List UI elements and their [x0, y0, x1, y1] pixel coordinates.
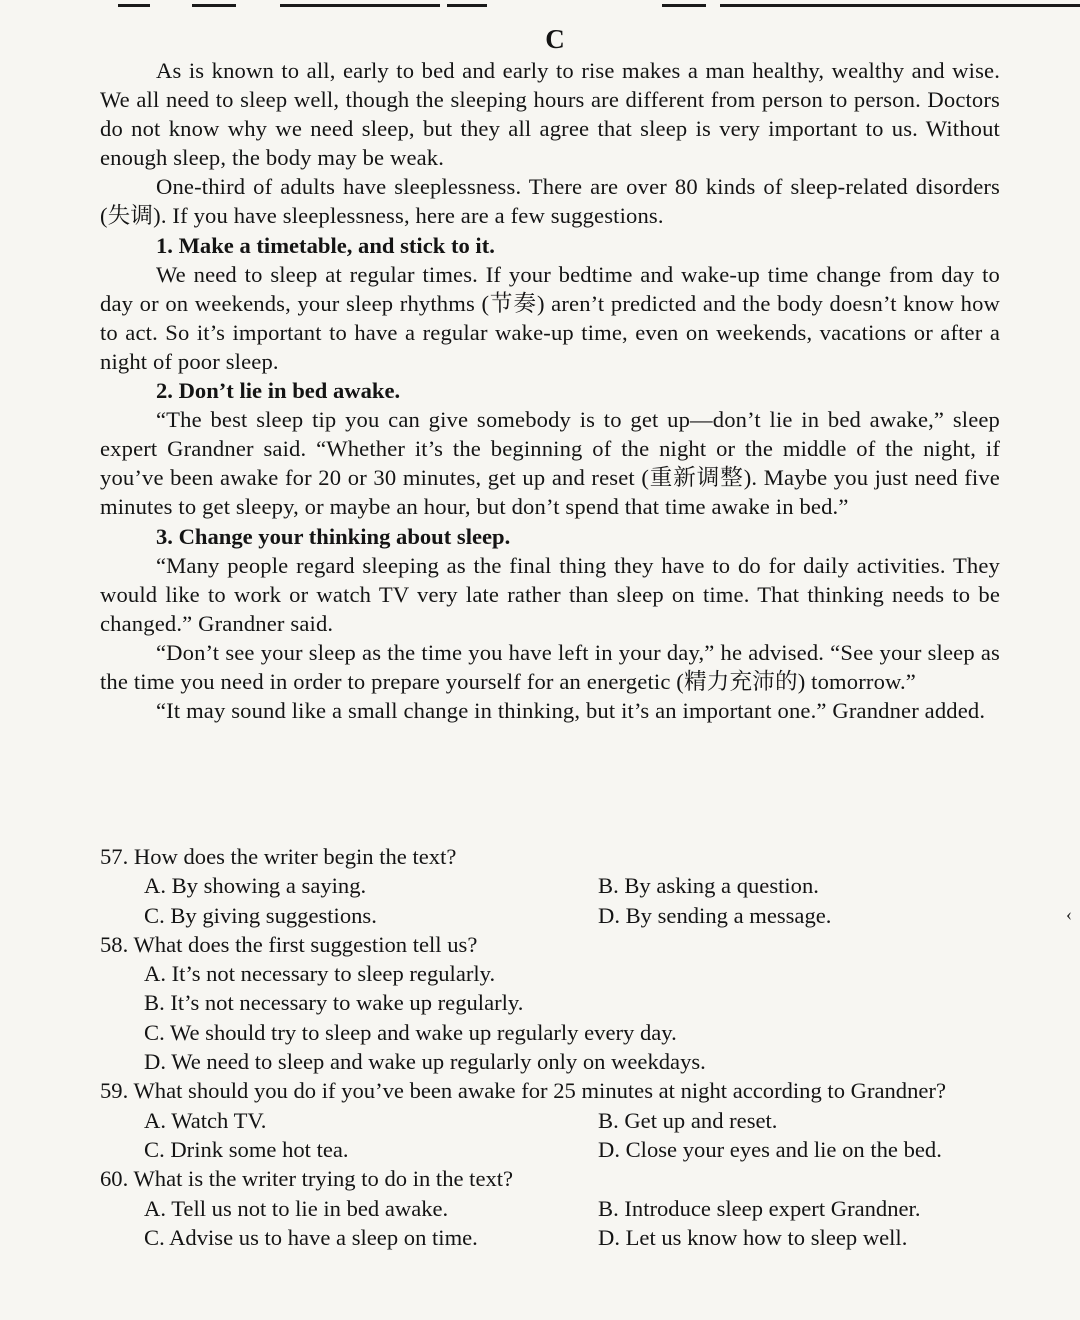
option-c: C. Advise us to have a sleep on time. [144, 1224, 478, 1250]
page-top-rules [0, 0, 1080, 14]
question-stem: 60. What is the writer trying to do in the text? [100, 1166, 514, 1192]
question-stem: 57. How does the writer begin the text? [100, 844, 457, 869]
option-c: C. Drink some hot tea. [144, 1136, 349, 1162]
option-b: B. Introduce sleep expert Grandner. [598, 1195, 921, 1221]
reading-passage [100, 22, 1000, 725]
option-c: C. We should try to sleep and wake up regularly every day. [144, 1019, 677, 1045]
question-59 [100, 1076, 1000, 1164]
option-d: D. Close your eyes and lie on the bed. [598, 1136, 942, 1162]
question-57 [100, 842, 1000, 930]
suggestion-heading-2: 2. Don’t lie in bed awake. [156, 378, 401, 404]
option-c: C. By giving suggestions. [144, 902, 377, 928]
suggestion-heading-3: 3. Change your thinking about sleep. [156, 523, 511, 549]
suggestion-heading-1: 1. Make a timetable, and stick to it. [156, 232, 495, 258]
question-58 [100, 930, 1000, 1076]
option-b: B. By asking a question. [598, 873, 819, 899]
question-stem: 59. What should you do if you’ve been awake for 25 minutes at night according to Grandner? [100, 1078, 946, 1104]
paragraph-7: “It may sound like a small change in thinking, but it’s an important one.” Grandner added. [156, 698, 986, 724]
question-60 [100, 1164, 1000, 1252]
question-stem: 58. What does the first suggestion tell us? [100, 931, 478, 957]
paragraph-6: “Don’t see your sleep as the time you have left in your day,” he advised. “See your sleep as the time you need in order to prepare yourself for an energetic (精力充沛的) tomorrow.” [100, 639, 1000, 694]
paragraph-4: “The best sleep tip you can give somebody is to get up—don’t lie in bed awake,” sleep expert Grandner said. “Whether it’s the beginning of the night or the middle of the night, if you’ve been awake for 20 or 30 minutes, get up and reset (重新调整). Maybe you just need five minutes to get sleepy, or maybe an hour, but don’t spend that time awake in bed.” [100, 407, 1000, 520]
option-b: B. Get up and reset. [598, 1107, 778, 1133]
option-grid [100, 1106, 1000, 1165]
option-list [100, 959, 1000, 1076]
option-b: B. It’s not necessary to wake up regularly. [144, 990, 524, 1016]
margin-arrow-icon: ‹ [1066, 904, 1072, 924]
question-list [100, 842, 1000, 1252]
option-grid [100, 871, 1000, 930]
paragraph-5: “Many people regard sleeping as the final thing they have to do for daily activities. They would like to work or watch TV very late rather than sleep on time. That thinking needs to be changed.” Grandner said. [100, 552, 1000, 636]
option-a: A. Tell us not to lie in bed awake. [144, 1195, 449, 1221]
option-a: A. It’s not necessary to sleep regularly. [144, 961, 496, 987]
option-grid [100, 1194, 1000, 1253]
paragraph-1: As is known to all, early to bed and early to rise makes a man healthy, wealthy and wise. We all need to sleep well, though the sleeping hours are different from person to person. Doctors do not know why we need sleep, but they all agree that sleep is very important to us. Without enough sleep, the body may be weak. [100, 58, 1000, 171]
option-a: A. By showing a saying. [144, 873, 367, 899]
option-a: A. Watch TV. [144, 1107, 267, 1133]
option-d: D. Let us know how to sleep well. [598, 1224, 908, 1250]
paragraph-2: One-third of adults have sleeplessness. There are over 80 kinds of sleep-related disorders (失调). If you have sleeplessness, here are a few suggestions. [100, 174, 1000, 229]
passage-letter: C [545, 24, 565, 54]
option-d: D. By sending a message. [598, 902, 832, 928]
option-d: D. We need to sleep and wake up regularly only on weekdays. [144, 1049, 706, 1075]
paragraph-3: We need to sleep at regular times. If your bedtime and wake-up time change from day to day or on weekends, your sleep rhythms (节奏) aren’t predicted and the body doesn’t know how to act. So it’s important to have a regular wake-up time, even on weekends, vacations or after a night of poor sleep. [100, 261, 1000, 374]
